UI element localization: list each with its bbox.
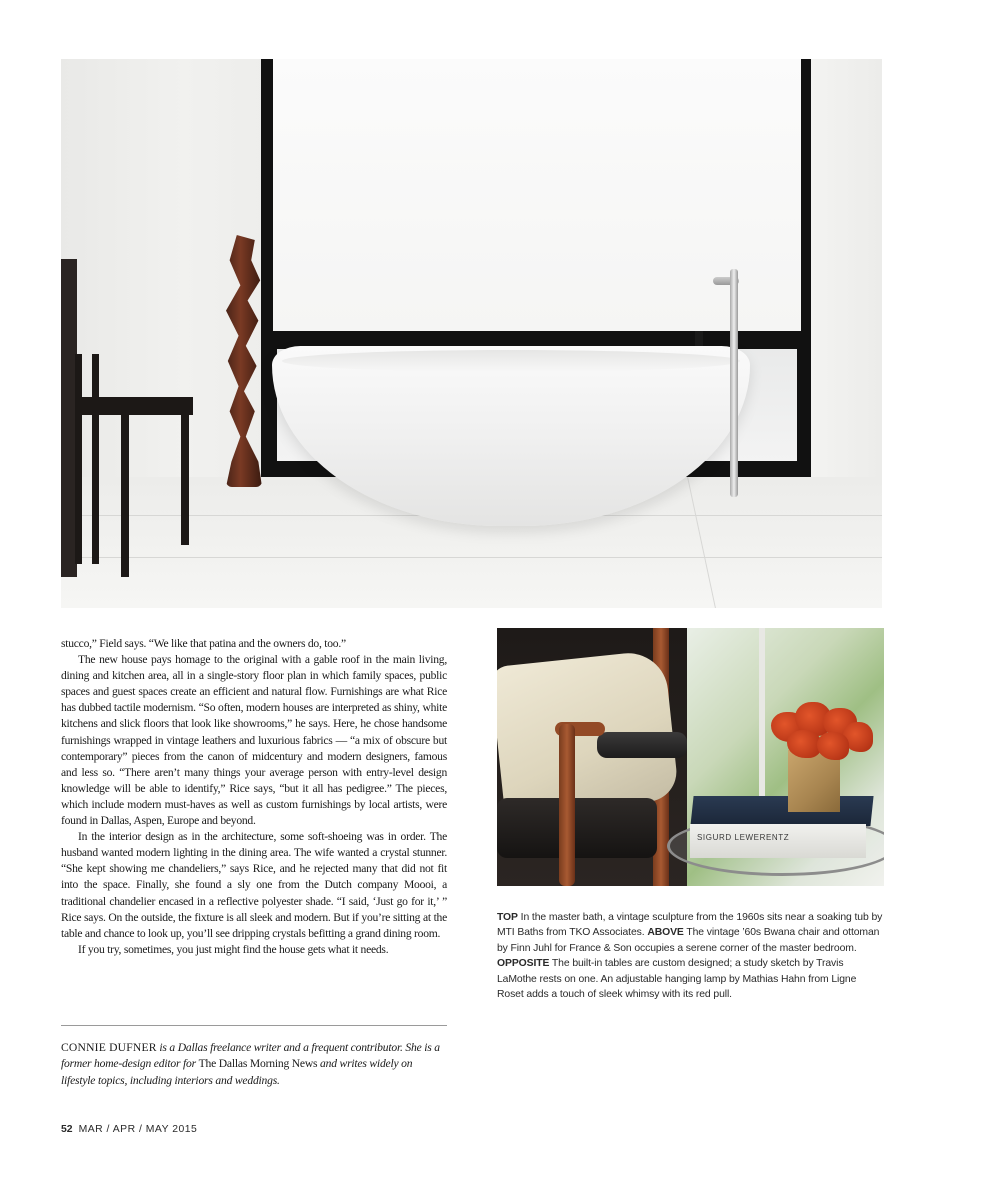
photo-bedroom-corner [497,628,884,886]
book-blue [690,796,873,826]
caption-text: In the master bath, a vintage sculpture from the 1960s sits near a soaking tub by MTI Baths from TKO Associates. [497,912,883,939]
caption-label-top: TOP [497,912,518,923]
bio-text: is a Dallas freelance writer and a frequent contributor. She is a former home-design editor for [61,1041,440,1071]
article-paragraph: The new house pays homage to the original with a gable roof in the main living, dining and kitchen area, all in a single-story floor plan in which family spaces, public spaces and guest spaces create an efficient and natural flow. Furnishings are what Rice has dubbed tactile modernism. “So often, modern houses are interpreted as shiny, white kitchens and slick floors that look like showrooms,” he says. Here, he chose handsome furnishings wrapped in vintage leathers and luxurious fabrics — “a mix of obscure but contemporary” pieces from the canon of midcentury and modern designers, famous and less so. “There aren’t many things your average person with entry-level design knowledge will be able to identify,” Rice says, “but it all has pedigree.” The pieces, which include modern must-haves as well as custom furnishings by local artists, were found in Dallas, Aspen, Europe and beyond. [61,653,447,828]
tub-faucet [730,269,738,497]
author-name: CONNIE DUFNER [61,1041,157,1054]
caption-text: The built-in tables are custom designed; a study sketch by Travis LaMothe rests on one. An adjustable hanging lamp by Mathias Hahn from Ligne Roset adds a touch of sleek whimsy with its red pull. [497,958,857,1001]
publication-name: The Dallas Morning News [198,1057,318,1071]
folio [61,1124,197,1135]
red-flowers [771,702,875,762]
page-number: 52 [61,1124,73,1135]
article-paragraph: If you try, sometimes, you just might find the house gets what it needs. [78,942,389,956]
chair-cushion [497,798,657,858]
bath-chair [75,354,99,564]
caption-label-opposite: OPPOSITE [497,958,550,970]
bio-text: and writes widely on lifestyle topics, including interiors and weddings. [61,1057,413,1087]
bwana-chair-arm [559,724,575,886]
article-paragraph: stucco,” Field says. “We like that patina and the owners do, too.” [61,637,346,650]
photo-caption [497,910,884,1002]
caption-label-above: ABOVE [647,927,684,939]
bath-wall-right [811,59,882,539]
author-bio [61,1040,447,1089]
book-title: SIGURD LEWERENTZ [697,833,790,842]
issue-date: MAR / APR / MAY 2015 [78,1124,198,1135]
article-paragraph: In the interior design as in the architecture, some soft-shoeing was in order. The husband wanted modern lighting in the dining area. The wife wanted a crystal stunner. “She kept showing me chandeliers,” says Rice, and he rejected many that did not fit into the space. Finally, she found a sly one from the Dutch company Moooi, a traditional chandelier encased in a reflective polyester shade. “I said, ‘Just go for it,’ ” Rice says. On the outside, the fixture is all sleek and modern. But if you’re sitting at the table and chance to look up, you’ll see dripping crystals befitting a grand dining room. [61,830,447,940]
caption-text: The vintage ’60s Bwana chair and ottoman by Finn Juhl for France & Son occupies a serene corner of the master bedroom. [497,927,880,954]
article-body [61,636,447,958]
photo-master-bath [61,59,882,608]
divider-rule [61,1025,447,1026]
